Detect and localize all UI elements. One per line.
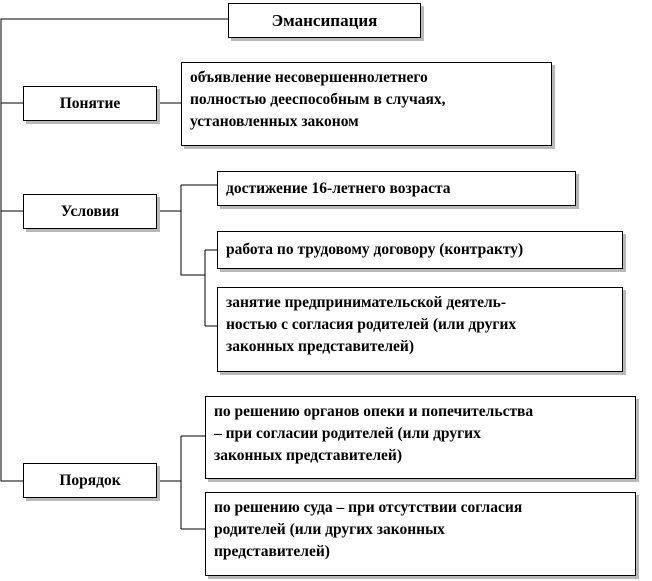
category-label: Условия	[60, 202, 120, 220]
category-box-conditions	[23, 194, 157, 229]
box-text-line: ностью с согласия родителей (или других	[226, 316, 517, 333]
box-text-line: по решению органов опеки и попечительства	[214, 403, 534, 420]
order-box-guardianship	[205, 396, 636, 479]
definition-box	[181, 62, 552, 146]
box-text-line: представителей)	[214, 543, 330, 560]
box-text-line: работа по трудовому договору (контракту)	[226, 241, 524, 258]
diagram-title: Эмансипация	[271, 10, 378, 30]
category-box-order	[23, 463, 157, 498]
box-text-line: занятие предпринимательской деятель-	[226, 294, 507, 311]
box-text-line: полностью дееспособным в случаях,	[190, 91, 446, 108]
order-branch-connector	[157, 436, 205, 529]
title-box	[228, 3, 421, 38]
category-label: Порядок	[59, 471, 121, 489]
condition-box-employment	[217, 231, 623, 269]
box-text-line: установленных законом	[190, 113, 359, 130]
category-box-concept	[23, 86, 157, 121]
box-text-line: объявление несовершеннолетнего	[190, 69, 428, 86]
condition-box-business	[217, 287, 623, 372]
box-text-line: по решению суда – при отсутствии согласия	[214, 499, 523, 516]
box-text-line: родителей (или других законных	[214, 521, 445, 538]
conditions-branch-connector	[157, 185, 217, 326]
box-text-line: законных представителей)	[214, 447, 403, 464]
box-text-line: – при согласии родителей (или других	[214, 425, 481, 442]
category-label: Понятие	[59, 94, 121, 112]
box-text-line: законных представителей)	[226, 338, 415, 355]
order-box-court	[205, 492, 636, 576]
box-text-line: достижение 16-летнего возраста	[226, 180, 451, 197]
condition-box-age	[217, 171, 576, 206]
